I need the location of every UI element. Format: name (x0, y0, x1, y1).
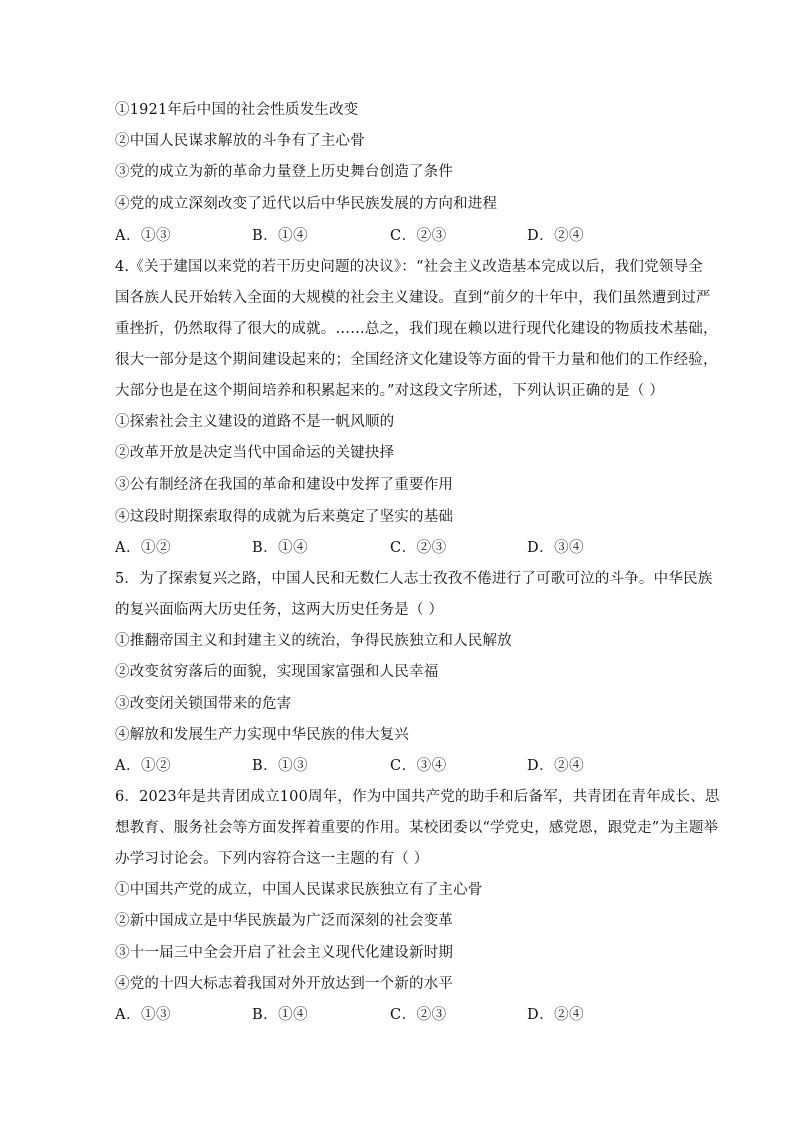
q4-item-2: ②改革开放是决定当代中国命运的关键抉择 (115, 445, 395, 461)
q5-item-1: ①推翻帝国主义和封建主义的统治，争得民族独立和人民解放 (115, 633, 512, 649)
q6-option-a[interactable]: A．①③ (115, 1007, 171, 1023)
q6-stem-line-2: 想教育、服务社会等方面发挥着重要的作用。某校团委以“学党史，感党恩，跟党走”为主题举 (115, 820, 719, 836)
q4-options (115, 538, 675, 558)
q5-options (115, 756, 675, 776)
q6-item-2: ②新中国成立是中华民族最为广泛而深刻的社会变革 (115, 913, 454, 929)
q5-option-a[interactable]: A．①② (115, 758, 171, 774)
q5-item-4: ④解放和发展生产力实现中华民族的伟大复兴 (115, 727, 409, 743)
q6-item-4: ④党的十四大标志着我国对外开放达到一个新的水平 (115, 976, 454, 992)
q4-option-c[interactable]: C．②③ (390, 540, 447, 556)
q4-stem-line-2: 国各族人民开始转入全面的大规模的社会主义建设。直到“前夕的十年中，我们虽然遭到过严 (115, 290, 711, 306)
q6-item-1: ①中国共产党的成立，中国人民谋求民族独立有了主心骨 (115, 882, 483, 898)
q6-option-d[interactable]: D．②④ (527, 1007, 585, 1023)
q6-options (115, 1005, 675, 1025)
q5-stem-line-1: 5．为了探索复兴之路，中国人民和无数仁人志士孜孜不倦进行了可歌可泣的斗争。中华民族 (115, 571, 713, 587)
q4-option-a[interactable]: A．①② (115, 540, 171, 556)
q6-stem-line-1: 6．2023年是共青团成立100周年，作为中国共产党的助手和后备军，共青团在青年成长、思 (115, 789, 720, 805)
q3-item-4: ④党的成立深刻改变了近代以后中华民族发展的方向和进程 (115, 196, 498, 212)
q3-options (115, 226, 675, 246)
q6-option-c[interactable]: C．②③ (390, 1007, 447, 1023)
q3-option-b[interactable]: B．①④ (252, 228, 309, 244)
q3-option-c[interactable]: C．②③ (390, 228, 447, 244)
q6-stem-line-3: 办学习讨论会。下列内容符合这一主题的有（ ） (115, 851, 429, 867)
q5-option-c[interactable]: C．③④ (390, 758, 447, 774)
q4-option-d[interactable]: D．③④ (527, 540, 585, 556)
q5-option-d[interactable]: D．②④ (527, 758, 585, 774)
q3-item-2: ②中国人民谋求解放的斗争有了主心骨 (115, 133, 365, 149)
q3-item-1: ①1921年后中国的社会性质发生改变 (115, 102, 359, 118)
q5-item-3: ③改变闭关锁国带来的危害 (115, 696, 292, 712)
q4-stem-line-4: 很大一部分是这个期间建设起来的；全国经济文化建设等方面的骨干力量和他们的工作经验， (115, 352, 718, 368)
q4-item-3: ③公有制经济在我国的革命和建设中发挥了重要作用 (115, 477, 454, 493)
q4-stem-line-1: 4.《关于建国以来党的若干历史问题的决议》：“社会主义改造基本完成以后，我们党领导全 (115, 259, 703, 275)
q5-stem-line-2: 的复兴面临两大历史任务，这两大历史任务是（ ） (115, 602, 444, 618)
q4-item-4: ④这段时期探索取得的成就为后来奠定了坚实的基础 (115, 509, 454, 525)
q4-stem-line-3: 重挫折，仍然取得了很大的成就。……总之，我们现在赖以进行现代化建设的物质技术基础， (115, 321, 718, 337)
q3-item-3: ③党的成立为新的革命力量登上历史舞台创造了条件 (115, 164, 454, 180)
q4-item-1: ①探索社会主义建设的道路不是一帆风顺的 (115, 414, 395, 430)
q5-option-b[interactable]: B．①③ (252, 758, 309, 774)
q6-option-b[interactable]: B．①④ (252, 1007, 309, 1023)
q6-item-3: ③十一届三中全会开启了社会主义现代化建设新时期 (115, 945, 454, 961)
q4-option-b[interactable]: B．①④ (252, 540, 309, 556)
q4-stem-line-5: 大部分也是在这个期间培养和积累起来的。”对这段文字所述，下列认识正确的是（ ） (115, 383, 665, 399)
q3-option-d[interactable]: D．②④ (527, 228, 585, 244)
q5-item-2: ②改变贫穷落后的面貌，实现国家富强和人民幸福 (115, 664, 439, 680)
q3-option-a[interactable]: A．①③ (115, 228, 171, 244)
